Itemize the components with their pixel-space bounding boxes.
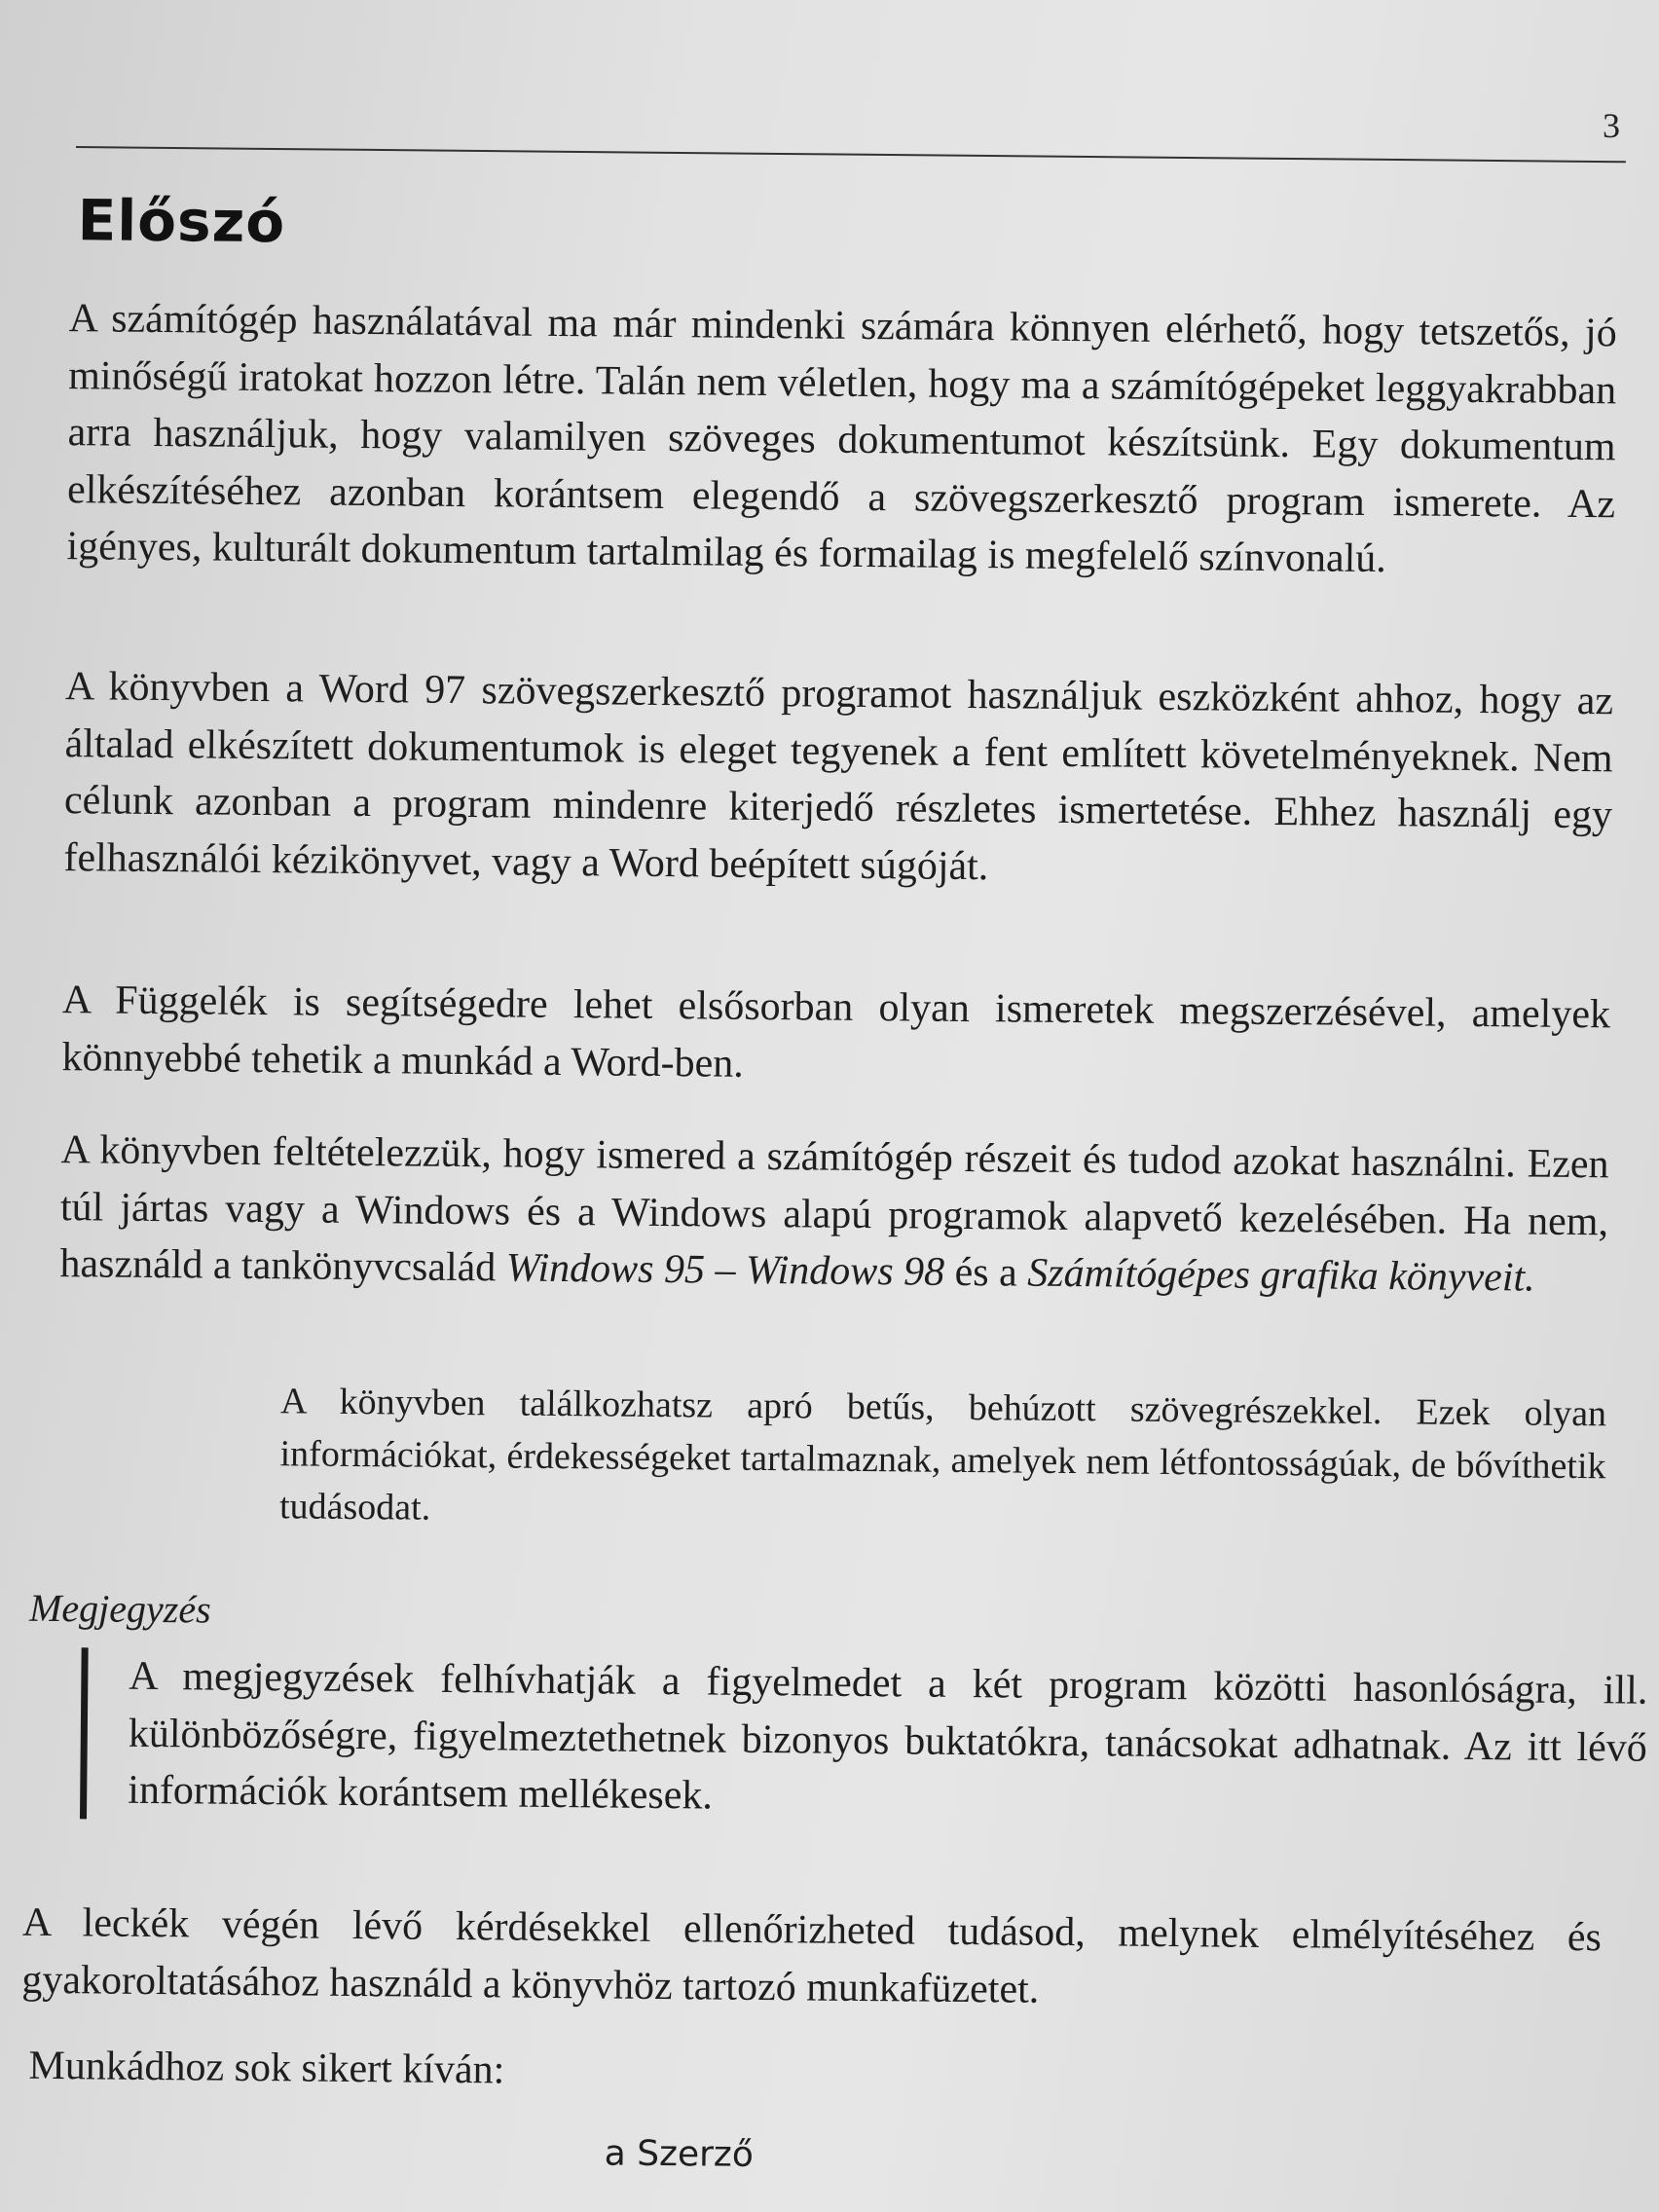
page-title: Előszó [77,187,286,256]
paragraph-appendix: A Függelék is segítségedre lehet elsősorban olyan ismeretek megszerzésével, amelyek könnyebbé tehetik a munkád a Word-ben. [61,977,1611,1087]
paragraph-intro: A számítógép használatával ma már mindenki számára könnyen elérhető, hogy tetszetős, jó minőségű iratokat hozzon létre. Talán nem véletlen, hogy ma a számítógépeket leggyakrabban arra használjuk, hogy valamilyen szöveges dokumentumot készítsünk. Egy dokumentum elkészítéséhez azonban korántsem elegendő a szövegszerkesztő program ismerete. Az igényes, kulturált dokumentum tartalmilag és formailag is megfelelő színvonalú. [66,296,1617,582]
header-rule [76,146,1626,163]
paragraph-prerequisites [59,1122,1609,1308]
page-content [2,0,1659,2175]
closing-line: Munkádhoz sok sikert kíván: [28,2043,505,2093]
prereq-title-graphics: Számítógépes grafika könyveit. [1027,1250,1535,1301]
signature: a Szerző [604,2133,755,2175]
note-label: Megjegyzés [28,1585,211,1632]
paragraph-word: A könyvben a Word 97 szövegszerkesztő programot használjuk eszközként ahhoz, hogy az általad elkészített dokumentumok is eleget tegyenek a fent említett követelményeknek. Nem célunk azonban a program mindenre kiterjedő részletes ismertetése. Ehhez használj egy felhasználói kézikönyvet, vagy a Word beépített súgóját. [63,664,1614,889]
prereq-and: és a [943,1249,1028,1296]
paragraph-questions: A leckék végén lévő kérdésekkel ellenőrizheted tudásod, melynek elmélyítéséhez és gyakoroltatásához használd a könyvhöz tartozó munkafüzetet. [21,1899,1603,2012]
page-number: 3 [1603,106,1620,145]
aside-small-print: A könyvben találkozhatsz apró betűs, behúzott szövegrészekkel. Ezek olyan információkat, érdekességeket tartalmaznak, amelyek nem létfontosságúak, de bővíthetik tudásodat. [278,1381,1607,1529]
prereq-title-windows: Windows 95 – Windows 98 [505,1245,945,1295]
prereq-text: A könyvben feltételezzük, hogy ismered a számítógép részeit és tudod azokat használni. Ezen túl jártas vagy a Windows és a Windows alapú programok alapvető kezelésében. Ha nem, használd a tankönyvcsalád [59,1127,1609,1291]
note-block: A megjegyzések felhívhatják a figyelmedet a két program közötti hasonlóságra, ill. különbözőségre, figyelmeztethetnek bizonyos buktatókra, tanácsokat adhatnak. Az itt lévő információk korántsem mellékesek. [80,1647,1648,1833]
